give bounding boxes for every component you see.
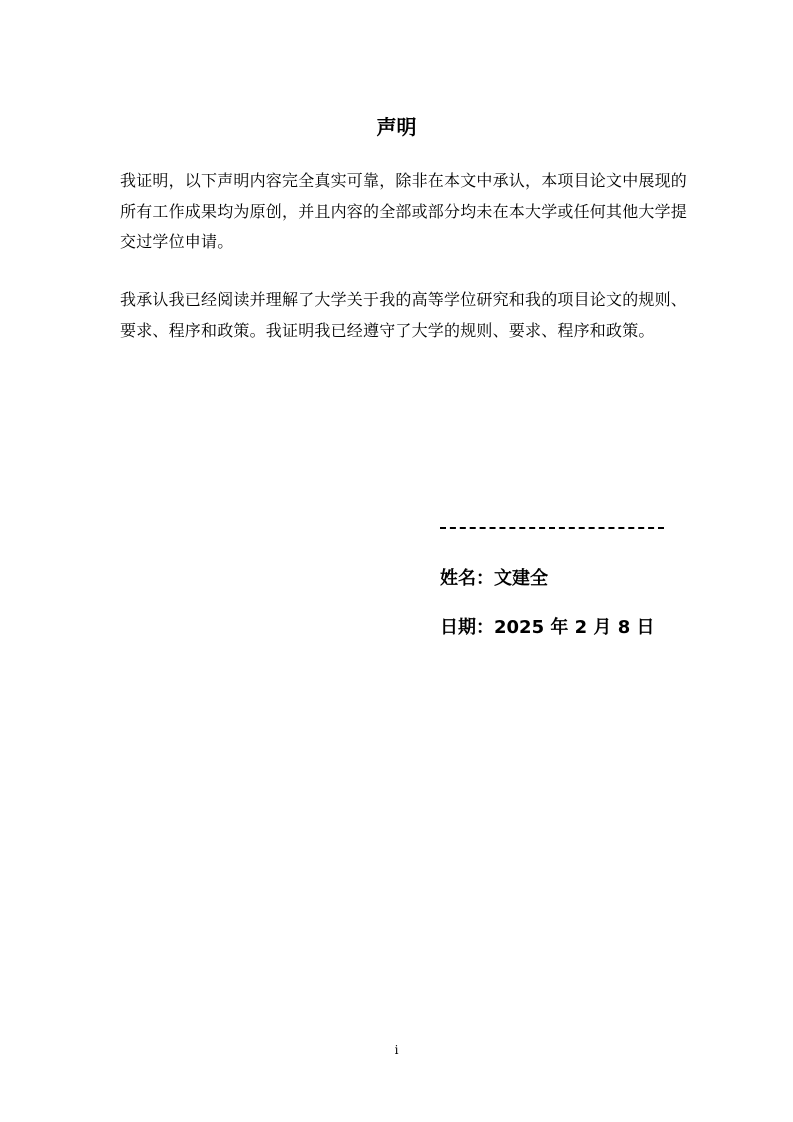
statement-paragraph-2 — [120, 285, 688, 346]
signature-block — [440, 510, 700, 638]
paragraph-line: 我证明，以下声明内容完全真实可靠，除非在本文中承认，本项目论文中展现的 — [120, 171, 688, 190]
paragraph-line: 我承认我已经阅读并理解了大学关于我的高等学位研究和我的项目论文的规则、 — [120, 290, 688, 309]
signature-line — [440, 527, 664, 529]
page-title: 声明 — [376, 115, 417, 139]
paragraph-line: 交过学位申请。 — [120, 232, 234, 251]
paragraph-line: 要求、程序和政策。我证明我已经遵守了大学的规则、要求、程序和政策。 — [120, 320, 655, 340]
name-value: 文建全 — [494, 568, 548, 589]
date-value: 2025 年 2 月 8 日 — [494, 617, 655, 638]
date-row — [440, 615, 654, 641]
date-label: 日期： — [440, 617, 494, 638]
name-label: 姓名： — [440, 568, 494, 589]
name-row — [440, 566, 548, 592]
statement-paragraph-1 — [120, 166, 688, 258]
page-number: i — [394, 1043, 399, 1057]
paragraph-line: 所有工作成果均为原创，并且内容的全部或部分均未在本大学或任何其他大学提 — [120, 201, 688, 221]
